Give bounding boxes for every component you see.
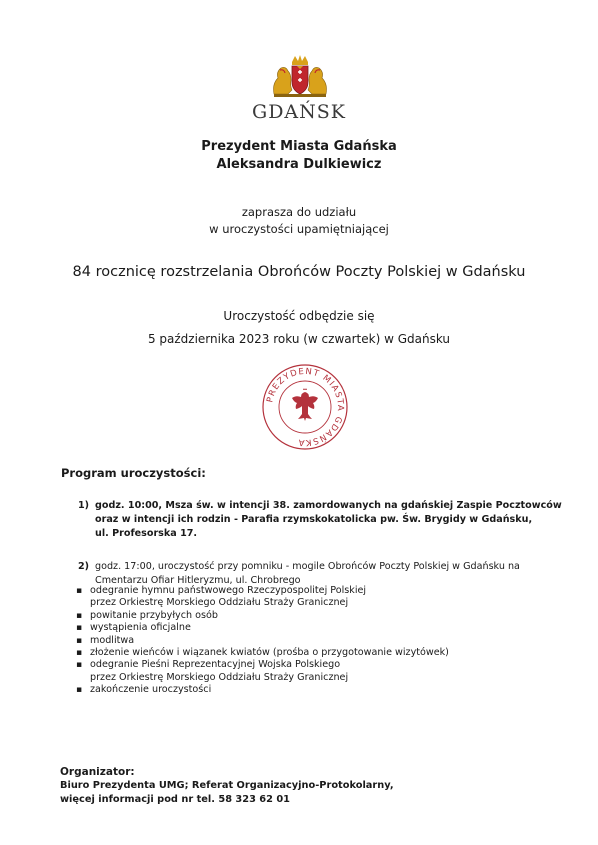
list-item — [76, 659, 449, 684]
gdansk-coat-of-arms-icon — [266, 54, 334, 98]
event-when-line-1: Uroczystość odbędzie się — [223, 309, 375, 323]
list-item-text: przez Orkiestrę Morskiego Oddziału Straży Granicznej — [90, 597, 349, 609]
mayor-stamp — [260, 362, 350, 452]
list-item-text: złożenie wieńców i wiązanek kwiatów (prośba o przygotowanie wizytówek) — [90, 647, 449, 659]
program-heading: Program uroczystości: — [61, 466, 206, 480]
program-item-line: ul. Profesorska 17. — [95, 528, 198, 539]
stamp-text: PREZYDENT MIASTA GDAŃSKA — [265, 366, 346, 448]
list-item-text: przez Orkiestrę Morskiego Oddziału Straży Granicznej — [90, 671, 349, 683]
city-name: GDAŃSK — [252, 101, 346, 123]
event-title: 84 rocznicę rozstrzelania Obrońców Poczty Polskiej w Gdańsku — [72, 264, 526, 280]
ceremony-steps-list — [76, 585, 449, 697]
eagle-emblem-icon — [292, 388, 318, 421]
list-item-text: powitanie przybyłych osób — [90, 609, 218, 621]
list-item — [76, 610, 449, 622]
list-item-text: odegranie hymnu państwowego Rzeczypospolitej Polskiej — [90, 585, 367, 596]
list-item — [76, 684, 449, 696]
list-item — [76, 635, 449, 647]
list-item — [76, 585, 449, 610]
program-item-number: 1) — [78, 500, 90, 511]
organizer-label: Organizator: — [60, 766, 135, 778]
program-item-number: 2) — [78, 561, 90, 572]
list-item — [76, 647, 449, 659]
program-item-2 — [95, 560, 520, 588]
event-when-line-2: 5 października 2023 roku (w czwartek) w Gdańsku — [147, 332, 451, 346]
mayor-title: Prezydent Miasta Gdańska — [201, 139, 397, 154]
list-item — [76, 622, 449, 634]
list-item-text: modlitwa — [90, 634, 135, 646]
organizer-line-2: więcej informacji pod nr tel. 58 323 62 01 — [60, 794, 290, 805]
invitation-line-1: zaprasza do udziału — [241, 205, 357, 219]
list-item-text: wystąpienia oficjalne — [90, 622, 191, 634]
organizer-line-1: Biuro Prezydenta UMG; Referat Organizacyjno-Protokolarny, — [60, 780, 394, 791]
mayor-name: Aleksandra Dulkiewicz — [216, 157, 382, 172]
list-item-text: zakończenie uroczystości — [90, 684, 212, 696]
list-item-text: odegranie Pieśni Reprezentacyjnej Wojska Polskiego — [90, 659, 341, 671]
program-item-line: godz. 17:00, uroczystość przy pomniku - mogile Obrońców Poczty Polskiej w Gdańsku na — [95, 561, 520, 572]
program-item-1 — [95, 499, 562, 541]
program-item-line: godz. 10:00, Msza św. w intencji 38. zamordowanych na gdańskiej Zaspie Pocztowców — [95, 500, 562, 511]
program-item-line: oraz w intencji ich rodzin - Parafia rzymskokatolicka pw. Św. Brygidy w Gdańsku, — [95, 514, 533, 525]
invitation-line-2: w uroczystości upamiętniającej — [209, 222, 389, 236]
program-item-line: Cmentarzu Ofiar Hitleryzmu, ul. Chrobrego — [95, 575, 301, 586]
